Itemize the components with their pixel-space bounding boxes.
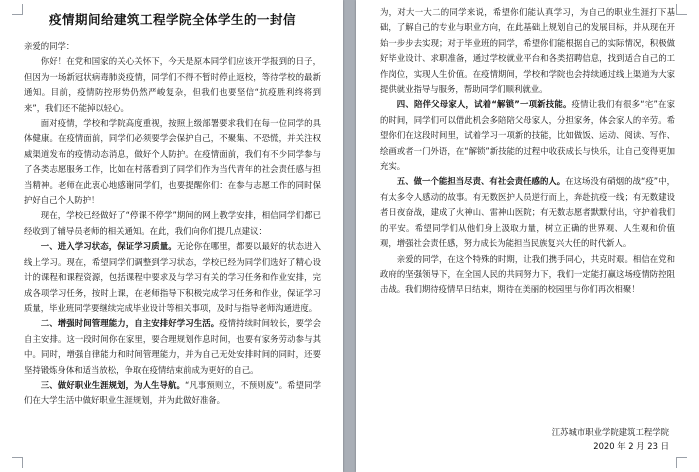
paragraph-text: 疫情让我们有很多“宅”在家的时间，同学们可以借此机会多陪陪父母家人，分担家务，体会家人的辛劳。希望你们在这段时间里，试着学习一项新的技能，比如做饭、运动、阅读、写作、绘画或者一门外语，在“解锁”新技能的过程中收获成长与快乐，让自己变得更加充实。 bbox=[380, 99, 675, 172]
crop-mark bbox=[12, 4, 23, 15]
paragraph-text: 你好！在党和国家的关心关怀下，今天是原本同学们应该开学报到的日子，但因为一场新冠状病毒肺炎疫情，同学们不得不暂时停止返校，等待学校的最新通知。目前，疫情防控形势仍然严峻复杂，但我们也要坚信“抗疫胜利终将到来”，我们还不能掉以轻心。 bbox=[24, 56, 321, 113]
letter-title: 疫情期间给建筑工程学院全体学生的一封信 bbox=[48, 12, 296, 27]
crop-mark bbox=[676, 457, 687, 468]
paragraph-text: “凡事预则立，不预则废”。希望同学们在大学生活中做好职业生涯规划，并为此做好准备。 bbox=[24, 379, 321, 406]
paragraph-text: 面对疫情，学校和学院高度重视，按照上级部署要求我们在每一位同学的具体健康。在疫情面前，同学们必须要学会保护自己，不聚集、不恐慌，并关注权威渠道发布的疫情动态消息，做好个人防护。在疫情面前，我们有不少同学参与了各类志愿服务工作，比如在村落看到了同学们作为当代青年的社会责任感与担当精神。老师在此衷心地感谢同学们，也要提醒你们：在参与志愿工作的同时保护好自己个人防护！ bbox=[24, 118, 321, 206]
letter-paragraph bbox=[24, 239, 321, 316]
paragraph-heading: 五、做一个能担当尽责、有社会责任感的人。 bbox=[396, 176, 566, 187]
page-content bbox=[380, 0, 675, 298]
letter-signoff bbox=[552, 425, 669, 453]
letter-paragraph bbox=[24, 378, 321, 409]
paragraph-text: 为，对大一大二的同学来说，希望你们能认真学习，为自己的职业生涯打下基础，了解自己的专业与职业方向，在此基础上规划自己的发展目标，并从现在开始一步步去实现；对于毕业班的同学，希望你们能根据自己的实际情况，积极做好毕业设计、求职准备，通过学校就业平台和各类招聘信息，找到适合自己的工作岗位，实现人生价值。在疫情期间，学校和学院也会持续通过线上渠道为大家提供就业指导与服务，帮助同学们顺利就业。 bbox=[380, 7, 675, 95]
signoff-date: 2020 年 2 月 23 日 bbox=[593, 441, 669, 451]
paragraph-text: 在这场没有硝烟的战“疫”中，有太多令人感动的故事。有无数医护人员逆行而上，奔赴抗疫一线；有无数建设者日夜奋战，建成了火神山、雷神山医院；有无数志愿者默默付出，守护着我们的平安。希望同学们从他们身上汲取力量，树立正确的世界观、人生观和价值观，增强社会责任感，努力成长为能担当民族复兴大任的时代新人。 bbox=[380, 176, 675, 249]
paragraph-heading: 三、做好职业生涯规划，为人生导航。 bbox=[40, 379, 185, 390]
left-page-body bbox=[24, 54, 321, 408]
paragraph-text: 亲爱的同学，在这个特殊的时期，让我们携手同心，共克时艰。相信在党和政府的坚强领导下，在全国人民的共同努力下，我们一定能打赢这场疫情防控阻击战。我们期待疫情早日结束，期待在美丽的校园里与你们再次相聚！ bbox=[380, 253, 675, 295]
crop-mark bbox=[12, 457, 23, 468]
paragraph-heading: 四、陪伴父母家人，试着“解锁”一项新技能。 bbox=[396, 99, 572, 110]
paragraph-text: 无论你在哪里，都要以最好的状态进入线上学习。现在，希望同学们调整到学习状态，学校已经为同学们选好了精心设计的课程和课程资源，包括课程中要求及与学习有关的学习任务和作业安排，完成各项学习任务，按时上课，在老师指导下积极完成学习任务和作业，保证学习质量，毕业班同学要继续完成毕业设计等相关事项，及时与指导老师沟通进度。 bbox=[24, 241, 322, 313]
paragraph-text: 疫情持续时间较长，要学会自主安排。这一段时间你在家里，要合理规划作息时间，也要有家务劳动参与其中。同时，增强自律能力和时间管理能力，并为自己无处安排时间的同时，还要坚持锻炼身体和适当放松，争取在疫情结束前成为更好的自己。 bbox=[24, 318, 322, 375]
document-page-left bbox=[0, 0, 343, 472]
letter-paragraph bbox=[24, 316, 321, 378]
letter-paragraph bbox=[380, 97, 675, 174]
paragraph-heading: 二、增强时间管理能力，自主安排好学习生活。 bbox=[40, 318, 220, 329]
page-content bbox=[24, 0, 321, 409]
letter-paragraph bbox=[24, 54, 321, 116]
letter-paragraph bbox=[380, 5, 675, 97]
letter-salutation: 亲爱的同学： bbox=[24, 41, 75, 51]
signoff-organization: 江苏城市职业学院建筑工程学院 bbox=[551, 427, 669, 437]
right-page-body bbox=[380, 5, 675, 298]
letter-paragraph bbox=[380, 174, 675, 251]
paragraph-text: 现在，学校已经做好了“停课不停学”期间的网上教学安排，相信同学们都已经收到了辅导员老师的相关通知。在此，我们向你们提几点建议： bbox=[24, 210, 321, 236]
paragraph-heading: 一、进入学习状态，保证学习质量。 bbox=[40, 241, 177, 252]
letter-paragraph bbox=[24, 116, 321, 208]
document-page-right bbox=[356, 0, 699, 472]
letter-paragraph bbox=[24, 208, 321, 239]
crop-mark bbox=[676, 4, 687, 15]
letter-paragraph bbox=[380, 252, 675, 298]
